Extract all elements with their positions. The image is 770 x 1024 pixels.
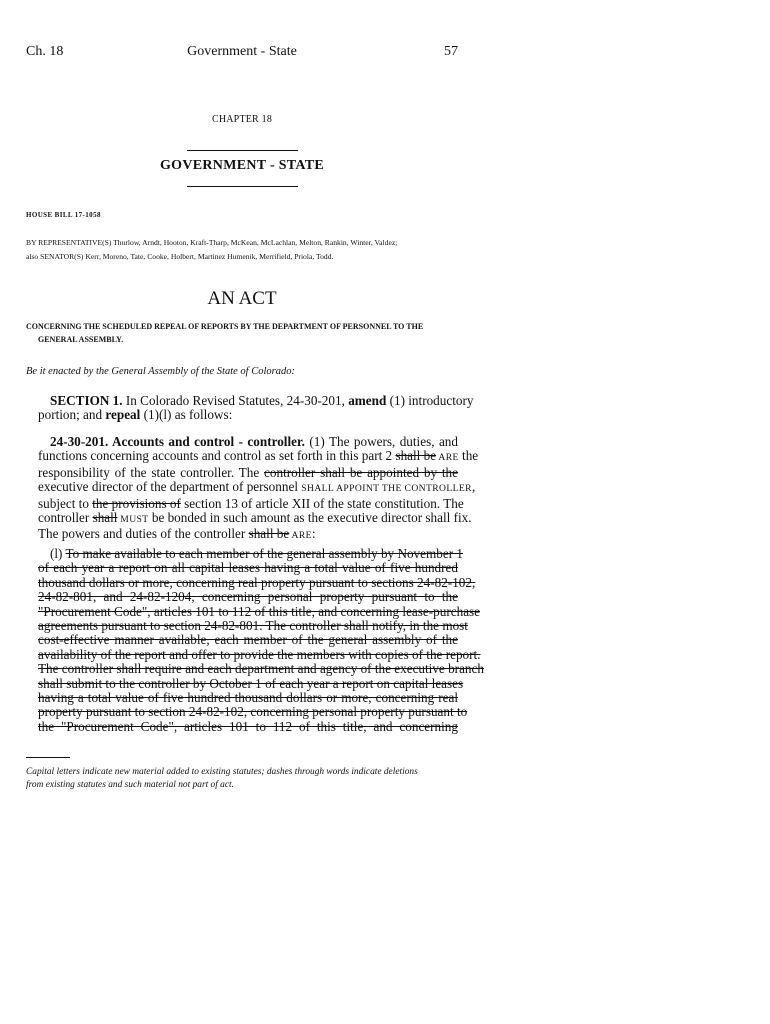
running-header (26, 44, 458, 66)
page-number: 57 (444, 44, 458, 59)
text-run: , (471, 479, 476, 495)
text-line (26, 479, 476, 496)
deleted-text-line: thousand dollars or more, concerning real property pursuant to sections 24-82-102, (38, 574, 476, 590)
text-run: controller (38, 510, 93, 526)
deleted-text-line: the "Procurement Code", articles 101 to 112 of this title, and concerning (38, 718, 458, 734)
text-line (26, 495, 464, 511)
section-1-paragraph (26, 393, 474, 423)
header-title: Government - State (187, 44, 297, 59)
sponsors (26, 236, 466, 264)
inserted-text: ARE (436, 452, 459, 464)
deleted-text: To make available to each member of the general assembly by November 1 (65, 546, 463, 561)
repealed-paragraph (26, 546, 484, 734)
footnote (26, 766, 466, 792)
text-line (26, 527, 458, 543)
text-line (26, 408, 458, 422)
deleted-text-line: The controller shall require and each department and agency of the executive branch (38, 661, 484, 677)
deleted-text-line: agreements pursuant to section 24-82-801. The controller shall notify, in the most (38, 618, 468, 634)
text-run: subject to (38, 495, 93, 511)
text-line (26, 510, 472, 527)
title-rule-top (187, 150, 298, 151)
act-subject-line: CONCERNING THE SCHEDULED REPEAL OF REPORTS BY THE DEPARTMENT OF PERSONNEL TO THE (26, 322, 424, 331)
text-run: (1) introductory (386, 393, 474, 408)
text-run: be bonded in such amount as the executive director shall fix. (148, 510, 472, 526)
footnote-line: from existing statutes and such material not part of act. (26, 780, 234, 790)
footnote-rule (26, 757, 70, 758)
footnote-line: Capital letters indicate new material added to existing statutes; dashes through words indicate deletions (26, 767, 418, 777)
sponsors-line: BY REPRESENTATIVE(S) Thurlow, Arndt, Hooton, Kraft-Tharp, McKean, McLachlan, Melton, Rankin, Winter, Valdez; (26, 238, 398, 247)
act-title: AN ACT (207, 288, 277, 309)
act-subject (26, 320, 458, 346)
text-run: (1)(l) as follows: (140, 407, 233, 423)
deleted-text-line: having a total value of five hundred thousand dollars or more, concerning real (38, 690, 458, 706)
text-line (26, 435, 458, 449)
text-run: responsibility of the state controller. The (38, 464, 265, 480)
deleted-text: shall (92, 510, 118, 526)
bill-number: HOUSE BILL 17-1058 (26, 211, 101, 219)
deleted-text: controller shall be appointed by the (264, 464, 459, 480)
deleted-text-line: cost-effective manner available, each member of the general assembly of the (38, 632, 458, 648)
title-rule-bottom (187, 186, 298, 187)
enacting-clause: Be it enacted by the General Assembly of the State of Colorado: (26, 366, 295, 377)
deleted-text: shall be (248, 526, 290, 542)
text-line (26, 466, 458, 480)
chapter-title: GOVERNMENT - STATE (159, 158, 325, 173)
text-run: In Colorado Revised Statutes, 24-30-201, (122, 393, 349, 408)
amend-keyword: amend (348, 393, 387, 408)
deleted-text: the provisions of (92, 495, 181, 511)
deleted-text-line: availability of the report and offer to provide the members with copies of the report. (38, 646, 481, 662)
text-run: executive director of the department of personnel (38, 479, 302, 495)
text-run: (1) The powers, duties, and (304, 434, 458, 449)
chapter-label: CHAPTER 18 (211, 114, 273, 125)
inserted-text: SHALL APPOINT THE CONTROLLER (301, 483, 472, 495)
deleted-text: shall be (395, 448, 437, 464)
text-run: section 13 of article XII of the state constitution. The (180, 495, 464, 511)
text-run: portion; and (38, 407, 106, 423)
inserted-text: ARE (289, 530, 312, 542)
statute-paragraph (26, 434, 479, 544)
deleted-text-line: 24-82-801, and 24-82-1204, concerning personal property pursuant to the (38, 589, 458, 605)
section-label: SECTION 1. (50, 393, 123, 408)
inserted-text: MUST (117, 514, 149, 526)
subsection-label: (l) (50, 546, 66, 561)
text-run: The powers and duties of the controller (38, 526, 249, 542)
text-run: functions concerning accounts and control as set forth in this part 2 (38, 448, 396, 464)
statute-heading: 24-30-201. Accounts and control - controller. (50, 434, 305, 449)
sponsors-line: also SENATOR(S) Kerr, Moreno, Tate, Cooke, Holbert, Martinez Humenik, Merrifield, Priola, Todd. (26, 252, 334, 261)
deleted-text-line: shall submit to the controller by October 1 of each year a report on capital leases (38, 675, 464, 691)
repeal-keyword: repeal (105, 407, 141, 423)
deleted-text-line: property pursuant to section 24-82-102, concerning personal property pursuant to (38, 704, 468, 720)
text-run: : (311, 526, 316, 542)
text-run: the (458, 448, 479, 464)
act-subject-line: GENERAL ASSEMBLY. (38, 335, 124, 344)
text-line (26, 546, 463, 561)
text-line (26, 448, 479, 465)
header-chapter: Ch. 18 (26, 44, 64, 59)
deleted-text-line: of each year a report on all capital leases having a total value of five hundred (38, 560, 458, 576)
deleted-text-line: "Procurement Code", articles 101 to 112 of this title, and concerning lease-purchase (38, 603, 481, 619)
text-line (26, 393, 474, 408)
